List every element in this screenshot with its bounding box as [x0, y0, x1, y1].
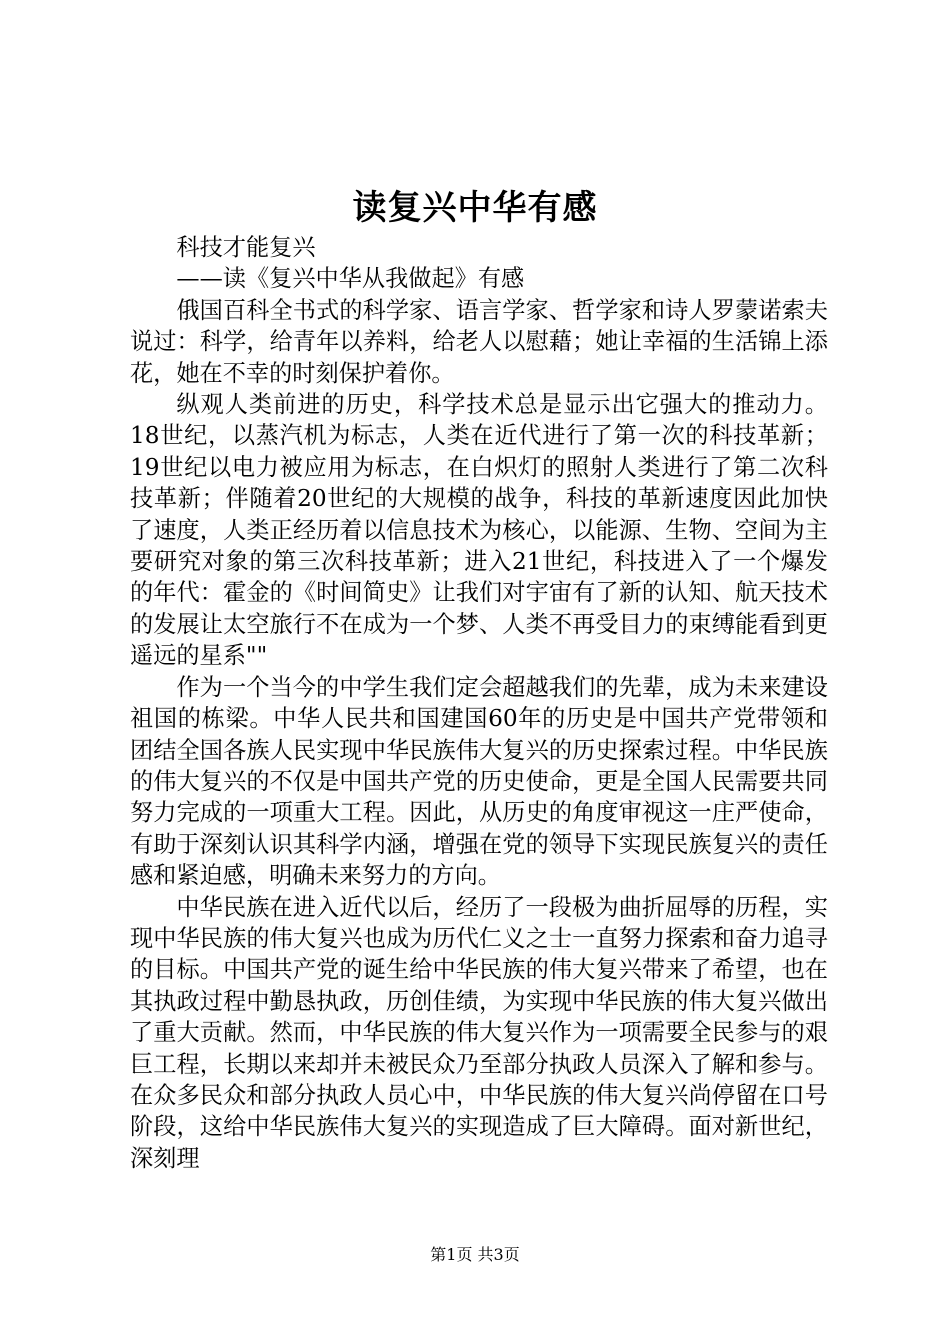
- paragraph: 中华民族在进入近代以后，经历了一段极为曲折屈辱的历程，实现中华民族的伟大复兴也成为历代仁义之士一直努力探索和奋力追寻的目标。中国共产党的诞生给中华民族的伟大复兴带来了希望，也在其执政过程中勤恳执政，历创佳绩，为实现中华民族的伟大复兴做出了重大贡献。然而，中华民族的伟大复兴作为一项需要全民参与的艰巨工程，长期以来却并未被民众乃至部分执政人员深入了解和参与。在众多民众和部分执政人员心中，中华民族的伟大复兴尚停留在口号阶段，这给中华民族伟大复兴的实现造成了巨大障碍。面对新世纪，深刻理: [130, 893, 828, 1172]
- paragraph: 俄国百科全书式的科学家、语言学家、哲学家和诗人罗蒙诺索夫说过：科学，给青年以养料，给老人以慰藉；她让幸福的生活锦上添花，她在不幸的时刻保护着你。: [130, 296, 828, 387]
- paragraph-subheading: ——读《复兴中华从我做起》有感: [176, 265, 525, 293]
- document-title: 读复兴中华有感: [352, 188, 598, 228]
- paragraph: 作为一个当今的中学生我们定会超越我们的先辈，成为未来建设祖国的栋梁。中华人民共和国建国60年的历史是中国共产党带领和团结全国各族人民实现中华民族伟大复兴的历史探索过程。中华民族的伟大复兴的不仅是中国共产党的历史使命，更是全国人民需要共同努力完成的一项重大工程。因此，从历史的角度审视这一庄严使命，有助于深刻认识其科学内涵，增强在党的领导下实现民族复兴的责任感和紧迫感，明确未来努力的方向。: [130, 673, 828, 890]
- paragraph: 纵观人类前进的历史，科学技术总是显示出它强大的推动力。18世纪，以蒸汽机为标志，人类在近代进行了第一次的科技革新；19世纪以电力被应用为标志，在白炽灯的照射人类进行了第二次科技革新；伴随着20世纪的大规模的战争，科技的革新速度因此加快了速度，人类正经历着以信息技术为核心，以能源、生物、空间为主要研究对象的第三次科技革新；进入21世纪，科技进入了一个爆发的年代：霍金的《时间简史》让我们对宇宙有了新的认知、航天技术的发展让太空旅行不在成为一个梦、人类不再受目力的束缚能看到更遥远的星系"": [130, 391, 828, 670]
- page-footer: 第1页 共3页: [430, 1245, 520, 1264]
- document-body: [130, 232, 828, 1174]
- paragraph-subtitle: 科技才能复兴: [176, 234, 316, 261]
